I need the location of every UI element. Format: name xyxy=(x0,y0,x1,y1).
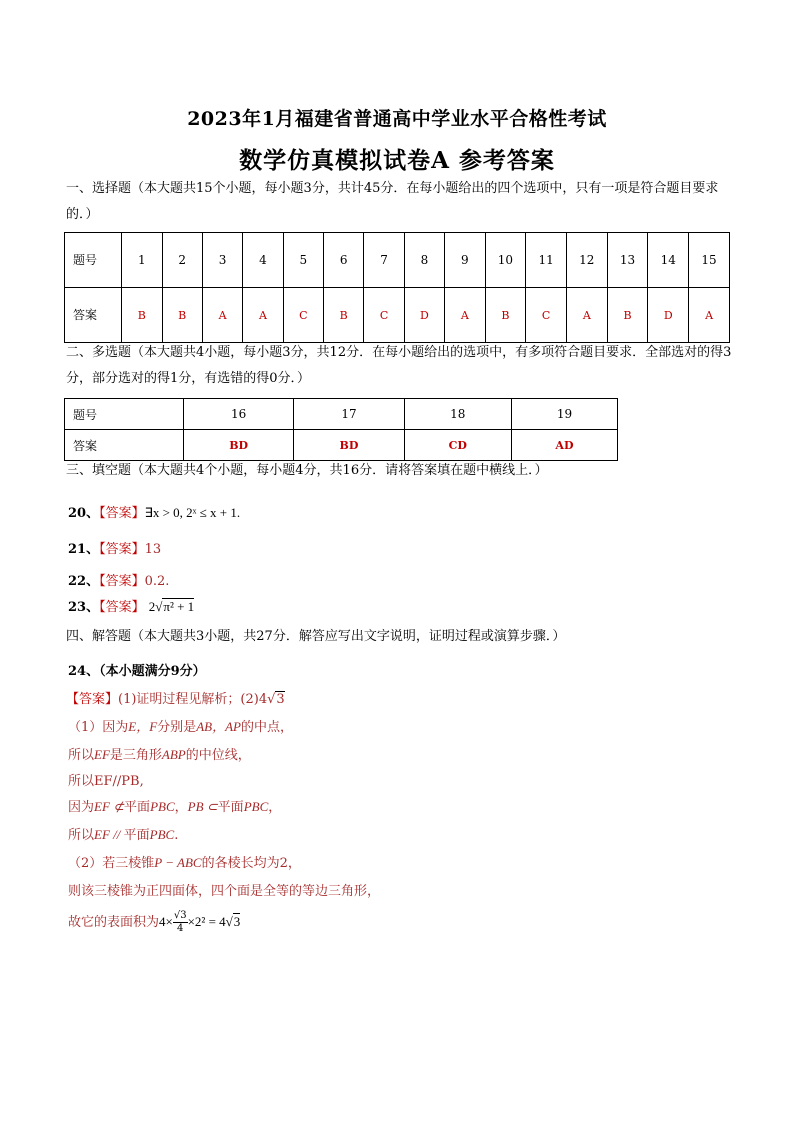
row-label-answer: 答案 xyxy=(65,288,122,343)
q21-answer: 13 xyxy=(144,542,162,557)
answer-row xyxy=(65,288,730,343)
q21-number: 21、 xyxy=(68,542,100,557)
q-cell: 18 xyxy=(404,399,511,430)
q-cell: 2 xyxy=(162,233,202,288)
text: 故它的表面积为 xyxy=(68,915,160,930)
answer-cell: BD xyxy=(294,430,404,461)
proof-line-3: 所以EF//PB, xyxy=(68,774,144,789)
proof-line-6 xyxy=(68,852,301,871)
segment: EF xyxy=(94,747,110,762)
q-cell: 5 xyxy=(283,233,323,288)
row-label-answer: 答案 xyxy=(65,430,184,461)
question-number-row xyxy=(65,233,730,288)
radicand: 3 xyxy=(233,914,241,929)
pyramid: P − ABC xyxy=(154,855,202,870)
section4-heading: 四、解答题（本大题共3小题，共27分．解答应写出文字说明，证明过程或演算步骤．） xyxy=(66,629,566,644)
answer-cell: B xyxy=(122,288,162,343)
q22-line xyxy=(68,570,169,589)
q-cell: 10 xyxy=(485,233,526,288)
multi-choice-answer-table xyxy=(64,398,618,461)
q23-radicand: π² + 1 xyxy=(163,599,195,614)
text: 平面 xyxy=(123,828,150,843)
q-cell: 14 xyxy=(648,233,689,288)
answer-cell: AD xyxy=(511,430,617,461)
q-cell: 11 xyxy=(526,233,567,288)
q22-number: 22、 xyxy=(68,574,100,589)
answer-row xyxy=(65,430,618,461)
answer-cell: C xyxy=(526,288,567,343)
text: ， xyxy=(268,800,282,815)
triangle: ABP xyxy=(161,747,186,762)
plane: PBC xyxy=(149,827,175,842)
answer-cell: C xyxy=(283,288,323,343)
row-label-question: 题号 xyxy=(65,233,122,288)
q20-answer: ∃x > 0, 2ˣ ≤ x + 1. xyxy=(144,505,241,520)
q-cell: 7 xyxy=(364,233,404,288)
answer-cell: A xyxy=(566,288,607,343)
text: （1）因为 xyxy=(68,720,129,735)
answer-cell: B xyxy=(607,288,648,343)
row-label-question: 题号 xyxy=(65,399,184,430)
vars: E，F xyxy=(128,719,158,734)
text: 平面 xyxy=(217,800,244,815)
section2-heading: 二、多选题（本大题共4小题，每小题3分，共12分．在每小题给出的选项中，有多项符合题目要求．全部选对的得3分，部分选对的得1分，有选错的得0分．） xyxy=(66,345,732,386)
text: 的中位线， xyxy=(185,748,251,763)
text: 所以 xyxy=(68,828,95,843)
answer-cell: A xyxy=(445,288,485,343)
proof-line-4 xyxy=(68,796,281,815)
fraction xyxy=(173,910,188,935)
proof-line-2 xyxy=(68,744,251,763)
text: 平面 xyxy=(124,800,151,815)
q23-number: 23、 xyxy=(68,600,100,615)
text: 是三角形 xyxy=(109,748,162,763)
proof-line-8 xyxy=(68,910,240,935)
answer-cell: B xyxy=(162,288,202,343)
text: 分别是 xyxy=(157,720,197,735)
q-cell: 6 xyxy=(323,233,363,288)
q-cell: 3 xyxy=(202,233,242,288)
q20-number: 20、 xyxy=(68,506,100,521)
plane: PBC xyxy=(243,799,269,814)
answer-tag: 【答案】 xyxy=(99,574,145,589)
q24-answer-line xyxy=(66,688,285,707)
text: （2）若三棱锥 xyxy=(68,856,155,871)
choice-answer-table xyxy=(64,232,730,343)
text: 所以 xyxy=(68,748,95,763)
q-cell: 15 xyxy=(689,233,730,288)
exam-subtitle: 数学仿真模拟试卷A 参考答案 xyxy=(239,147,555,174)
q-cell: 16 xyxy=(184,399,294,430)
proof-line-1 xyxy=(68,716,293,735)
answer-cell: A xyxy=(243,288,283,343)
answer-cell: CD xyxy=(404,430,511,461)
q-cell: 1 xyxy=(122,233,162,288)
q22-answer: 0.2. xyxy=(144,574,170,589)
q-cell: 8 xyxy=(404,233,444,288)
math: EF // xyxy=(94,827,124,842)
q-cell: 13 xyxy=(607,233,648,288)
sqrt-sign: √ xyxy=(267,692,276,707)
answer-cell: D xyxy=(648,288,689,343)
q23-line xyxy=(68,596,194,615)
math: PB ⊂ xyxy=(187,799,218,814)
text: ， xyxy=(174,800,188,815)
answer-cell: B xyxy=(323,288,363,343)
q-cell: 17 xyxy=(294,399,404,430)
q24-title: 24、（本小题满分9分） xyxy=(68,664,206,679)
answer-cell: B xyxy=(485,288,526,343)
text: . xyxy=(174,828,179,843)
proof-line-7: 则该三棱锥为正四面体，四个面是全等的等边三角形， xyxy=(68,884,381,899)
q-cell: 19 xyxy=(511,399,617,430)
q21-line xyxy=(68,538,161,557)
answer-cell: D xyxy=(404,288,444,343)
answer-tag: 【答案】 xyxy=(99,600,145,615)
text: 的中点， xyxy=(240,720,293,735)
sqrt-sign: √ xyxy=(155,599,163,614)
answer-cell: C xyxy=(364,288,404,343)
math: ×2² = 4 xyxy=(187,914,226,929)
answer-cell: BD xyxy=(184,430,294,461)
question-number-row xyxy=(65,399,618,430)
segments: AB，AP xyxy=(196,719,241,734)
q23-coef: 2 xyxy=(148,599,156,614)
section3-heading: 三、填空题（本大题共4个小题，每小题4分，共16分．请将答案填在题中横线上．） xyxy=(66,463,548,478)
answer-tag: 【答案】 xyxy=(99,542,145,557)
plane: PBC xyxy=(150,799,175,814)
q24-answer: (1)证明过程见解析；(2)4 xyxy=(118,692,268,707)
sqrt-sign: √ xyxy=(225,914,233,929)
q-cell: 4 xyxy=(243,233,283,288)
answer-tag: 【答案】 xyxy=(66,692,119,707)
answer-cell: A xyxy=(689,288,730,343)
answer-cell: A xyxy=(202,288,242,343)
numerator: √3 xyxy=(173,910,187,921)
q24-answer-radicand: 3 xyxy=(276,692,285,707)
math: EF ⊄ xyxy=(94,799,125,814)
denominator: 4 xyxy=(177,923,184,934)
q-cell: 9 xyxy=(445,233,485,288)
answer-tag: 【答案】 xyxy=(99,506,145,521)
text: 因为 xyxy=(68,800,95,815)
text: 的各棱长均为2， xyxy=(201,856,301,871)
proof-line-5 xyxy=(68,824,178,843)
exam-title: 2023年1月福建省普通高中学业水平合格性考试 xyxy=(187,108,607,130)
section1-heading: 一、选择题（本大题共15个小题，每小题3分，共计45分．在每小题给出的四个选项中，只有一项是符合题目要求的．） xyxy=(66,181,719,222)
math: 4× xyxy=(159,914,173,929)
q20-line xyxy=(68,502,240,521)
q-cell: 12 xyxy=(566,233,607,288)
